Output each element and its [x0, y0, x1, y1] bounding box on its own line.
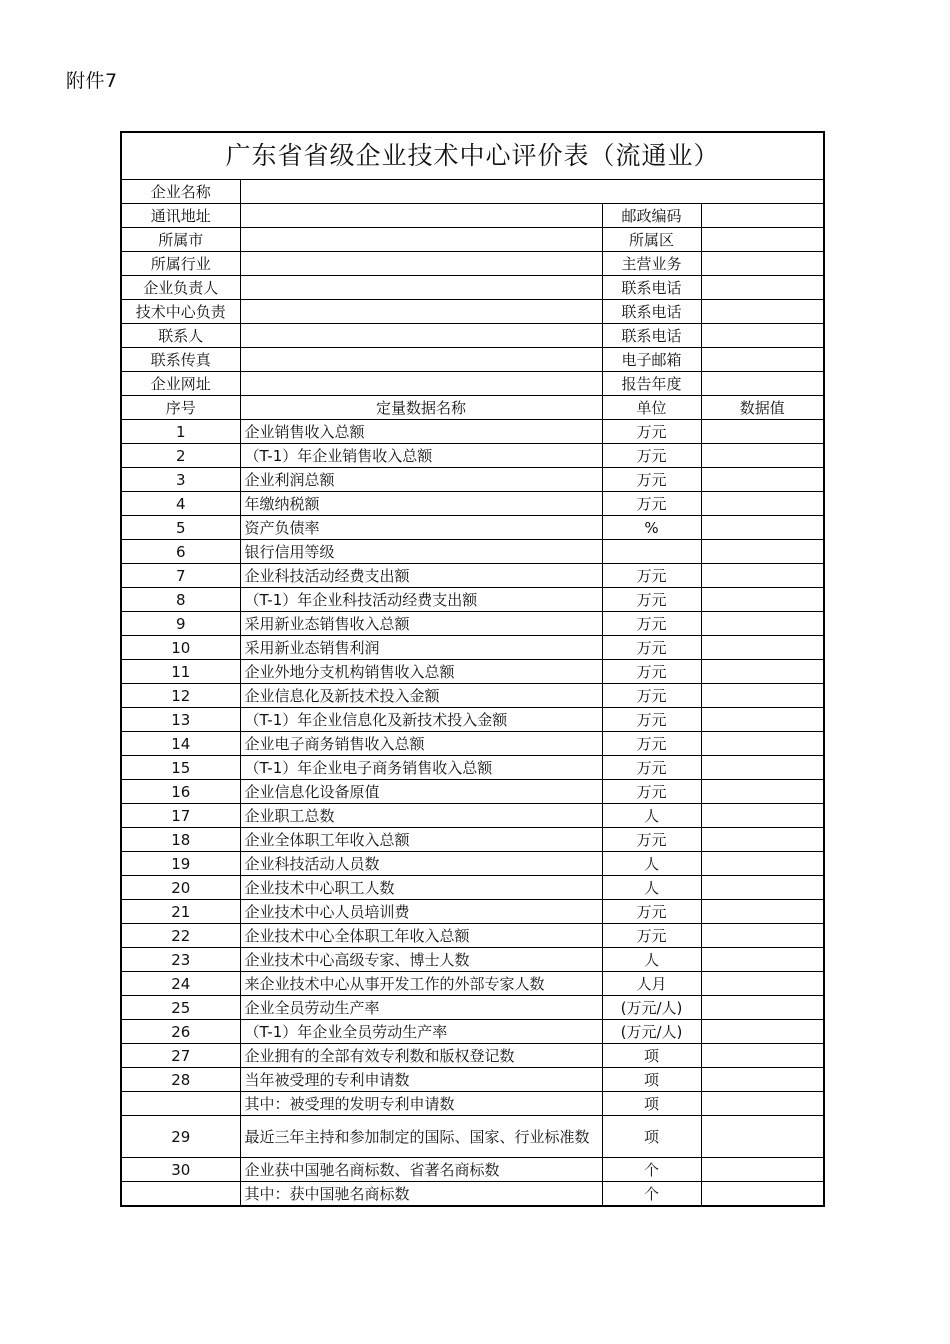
- info-value-field[interactable]: [240, 228, 602, 252]
- row-seq: 8: [121, 588, 240, 612]
- row-name: 企业电子商务销售收入总额: [240, 732, 602, 756]
- info-value-field[interactable]: [701, 372, 824, 396]
- row-value-field[interactable]: [701, 828, 824, 852]
- row-seq: 24: [121, 972, 240, 996]
- info-label: 所属行业: [121, 252, 240, 276]
- table-row: [121, 420, 824, 444]
- row-seq: 28: [121, 1068, 240, 1092]
- row-value-field[interactable]: [701, 1158, 824, 1182]
- row-value-field[interactable]: [701, 804, 824, 828]
- row-value-field[interactable]: [701, 1044, 824, 1068]
- row-name: 其中：被受理的发明专利申请数: [240, 1092, 602, 1116]
- row-unit: 万元: [602, 780, 701, 804]
- table-row: [121, 684, 824, 708]
- row-value-field[interactable]: [701, 1068, 824, 1092]
- row-unit: 万元: [602, 732, 701, 756]
- table-row: [121, 444, 824, 468]
- row-name: 企业信息化及新技术投入金额: [240, 684, 602, 708]
- table-row: [121, 1116, 824, 1158]
- info-label: 联系人: [121, 324, 240, 348]
- row-value-field[interactable]: [701, 1020, 824, 1044]
- row-name: 最近三年主持和参加制定的国际、国家、行业标准数: [240, 1116, 602, 1158]
- row-value-field[interactable]: [701, 1182, 824, 1207]
- row-seq: 26: [121, 1020, 240, 1044]
- row-name: （T-1）年企业科技活动经费支出额: [240, 588, 602, 612]
- row-name: （T-1）年企业销售收入总额: [240, 444, 602, 468]
- evaluation-form-table: [120, 131, 825, 1207]
- row-seq: 15: [121, 756, 240, 780]
- row-seq: 5: [121, 516, 240, 540]
- table-row: [121, 948, 824, 972]
- row-unit: 人: [602, 876, 701, 900]
- row-value-field[interactable]: [701, 876, 824, 900]
- info-value-field[interactable]: [240, 372, 602, 396]
- row-value-field[interactable]: [701, 516, 824, 540]
- info-value-field[interactable]: [701, 300, 824, 324]
- info-value-field[interactable]: [701, 348, 824, 372]
- company-name-field[interactable]: [240, 180, 824, 204]
- row-name: 当年被受理的专利申请数: [240, 1068, 602, 1092]
- row-unit: 万元: [602, 468, 701, 492]
- table-row: [121, 924, 824, 948]
- column-header-value: 数据值: [701, 396, 824, 420]
- info-label: 主营业务: [602, 252, 701, 276]
- info-label: 所属区: [602, 228, 701, 252]
- info-label: 技术中心负责: [121, 300, 240, 324]
- table-row: [121, 1158, 824, 1182]
- row-name: 资产负债率: [240, 516, 602, 540]
- row-unit: %: [602, 516, 701, 540]
- table-row: [121, 1182, 824, 1207]
- row-name: 企业获中国驰名商标数、省著名商标数: [240, 1158, 602, 1182]
- row-seq: 27: [121, 1044, 240, 1068]
- row-value-field[interactable]: [701, 1116, 824, 1158]
- table-row: [121, 996, 824, 1020]
- info-label: 通讯地址: [121, 204, 240, 228]
- row-unit: 人: [602, 804, 701, 828]
- row-unit: 万元: [602, 612, 701, 636]
- row-unit: 万元: [602, 924, 701, 948]
- row-name: 银行信用等级: [240, 540, 602, 564]
- row-value-field[interactable]: [701, 444, 824, 468]
- row-seq: 1: [121, 420, 240, 444]
- row-name: 年缴纳税额: [240, 492, 602, 516]
- row-value-field[interactable]: [701, 708, 824, 732]
- row-value-field[interactable]: [701, 1092, 824, 1116]
- row-seq: 29: [121, 1116, 240, 1158]
- row-seq: 20: [121, 876, 240, 900]
- table-row: [121, 492, 824, 516]
- row-unit: 万元: [602, 564, 701, 588]
- table-row: [121, 708, 824, 732]
- info-label: 联系电话: [602, 300, 701, 324]
- info-value-field[interactable]: [240, 204, 602, 228]
- row-name: 企业全体职工年收入总额: [240, 828, 602, 852]
- row-name: 采用新业态销售利润: [240, 636, 602, 660]
- row-seq: 21: [121, 900, 240, 924]
- table-row: [121, 732, 824, 756]
- info-value-field[interactable]: [240, 324, 602, 348]
- table-row: [121, 612, 824, 636]
- row-unit: 项: [602, 1068, 701, 1092]
- row-value-field[interactable]: [701, 780, 824, 804]
- row-name: 来企业技术中心从事开发工作的外部专家人数: [240, 972, 602, 996]
- row-unit: 万元: [602, 828, 701, 852]
- row-value-field[interactable]: [701, 540, 824, 564]
- info-row: [121, 276, 824, 300]
- table-row: [121, 468, 824, 492]
- row-seq: 17: [121, 804, 240, 828]
- table-row: [121, 780, 824, 804]
- table-row: [121, 852, 824, 876]
- row-unit: 项: [602, 1044, 701, 1068]
- table-row: [121, 588, 824, 612]
- row-value-field[interactable]: [701, 420, 824, 444]
- row-name: 企业科技活动经费支出额: [240, 564, 602, 588]
- row-unit: 个: [602, 1182, 701, 1207]
- info-label: 企业网址: [121, 372, 240, 396]
- row-name: 企业外地分支机构销售收入总额: [240, 660, 602, 684]
- row-seq: 11: [121, 660, 240, 684]
- table-row: [121, 1068, 824, 1092]
- row-unit: 个: [602, 1158, 701, 1182]
- info-value-field[interactable]: [701, 204, 824, 228]
- row-value-field[interactable]: [701, 924, 824, 948]
- info-value-field[interactable]: [240, 348, 602, 372]
- row-unit: 万元: [602, 708, 701, 732]
- info-value-field[interactable]: [240, 276, 602, 300]
- row-value-field[interactable]: [701, 900, 824, 924]
- row-name: 企业利润总额: [240, 468, 602, 492]
- row-unit: (万元/人): [602, 996, 701, 1020]
- row-seq: [121, 1182, 240, 1207]
- row-unit: 人: [602, 852, 701, 876]
- info-label: 企业负责人: [121, 276, 240, 300]
- row-seq: 30: [121, 1158, 240, 1182]
- info-label: 联系传真: [121, 348, 240, 372]
- row-seq: 14: [121, 732, 240, 756]
- row-seq: 23: [121, 948, 240, 972]
- row-value-field[interactable]: [701, 636, 824, 660]
- row-name: 其中：获中国驰名商标数: [240, 1182, 602, 1207]
- table-row: [121, 900, 824, 924]
- row-seq: 3: [121, 468, 240, 492]
- row-seq: 13: [121, 708, 240, 732]
- row-value-field[interactable]: [701, 732, 824, 756]
- info-label: 所属市: [121, 228, 240, 252]
- row-name: （T-1）年企业信息化及新技术投入金额: [240, 708, 602, 732]
- table-row: [121, 636, 824, 660]
- info-value-field[interactable]: [701, 228, 824, 252]
- row-name: （T-1）年企业全员劳动生产率: [240, 1020, 602, 1044]
- attachment-label: 附件7: [66, 70, 118, 92]
- row-unit: [602, 540, 701, 564]
- table-row: [121, 756, 824, 780]
- row-value-field[interactable]: [701, 684, 824, 708]
- row-value-field[interactable]: [701, 852, 824, 876]
- row-name: 企业科技活动人员数: [240, 852, 602, 876]
- table-row: [121, 1020, 824, 1044]
- row-value-field[interactable]: [701, 660, 824, 684]
- table-row: [121, 1044, 824, 1068]
- row-seq: 25: [121, 996, 240, 1020]
- info-row: [121, 300, 824, 324]
- info-row: [121, 252, 824, 276]
- info-row: [121, 372, 824, 396]
- row-unit: (万元/人): [602, 1020, 701, 1044]
- table-row: [121, 876, 824, 900]
- row-value-field[interactable]: [701, 996, 824, 1020]
- row-seq: 6: [121, 540, 240, 564]
- table-row: [121, 1092, 824, 1116]
- row-value-field[interactable]: [701, 756, 824, 780]
- row-unit: 万元: [602, 492, 701, 516]
- info-label: 联系电话: [602, 324, 701, 348]
- row-seq: 19: [121, 852, 240, 876]
- row-value-field[interactable]: [701, 948, 824, 972]
- row-unit: 人: [602, 948, 701, 972]
- row-name: 企业拥有的全部有效专利数和版权登记数: [240, 1044, 602, 1068]
- row-value-field[interactable]: [701, 612, 824, 636]
- column-header-name: 定量数据名称: [240, 396, 602, 420]
- row-unit: 万元: [602, 900, 701, 924]
- row-seq: [121, 1092, 240, 1116]
- info-value-field[interactable]: [701, 324, 824, 348]
- info-label: 报告年度: [602, 372, 701, 396]
- row-seq: 10: [121, 636, 240, 660]
- row-name: 企业技术中心人员培训费: [240, 900, 602, 924]
- row-name: 企业销售收入总额: [240, 420, 602, 444]
- column-header-seq: 序号: [121, 396, 240, 420]
- row-unit: 万元: [602, 588, 701, 612]
- row-unit: 万元: [602, 756, 701, 780]
- row-value-field[interactable]: [701, 564, 824, 588]
- row-name: 企业技术中心全体职工年收入总额: [240, 924, 602, 948]
- row-name: 企业技术中心高级专家、博士人数: [240, 948, 602, 972]
- column-header-row: [121, 396, 824, 420]
- row-seq: 9: [121, 612, 240, 636]
- row-seq: 12: [121, 684, 240, 708]
- row-seq: 16: [121, 780, 240, 804]
- row-value-field[interactable]: [701, 588, 824, 612]
- info-label: 邮政编码: [602, 204, 701, 228]
- row-name: 企业技术中心职工人数: [240, 876, 602, 900]
- row-seq: 2: [121, 444, 240, 468]
- table-row: [121, 828, 824, 852]
- info-value-field[interactable]: [240, 300, 602, 324]
- info-row: [121, 348, 824, 372]
- table-row: [121, 972, 824, 996]
- info-label: 电子邮箱: [602, 348, 701, 372]
- row-unit: 人月: [602, 972, 701, 996]
- row-value-field[interactable]: [701, 972, 824, 996]
- row-unit: 万元: [602, 684, 701, 708]
- row-seq: 7: [121, 564, 240, 588]
- row-unit: 项: [602, 1092, 701, 1116]
- info-row: [121, 228, 824, 252]
- row-value-field[interactable]: [701, 492, 824, 516]
- info-row: [121, 204, 824, 228]
- table-row: [121, 804, 824, 828]
- table-row: [121, 540, 824, 564]
- info-value-field[interactable]: [701, 276, 824, 300]
- row-seq: 18: [121, 828, 240, 852]
- column-header-unit: 单位: [602, 396, 701, 420]
- row-unit: 万元: [602, 636, 701, 660]
- row-name: 企业职工总数: [240, 804, 602, 828]
- company-name-label: 企业名称: [121, 180, 240, 204]
- row-unit: 万元: [602, 660, 701, 684]
- info-value-field[interactable]: [240, 252, 602, 276]
- row-unit: 万元: [602, 420, 701, 444]
- table-row: [121, 564, 824, 588]
- row-name: 企业信息化设备原值: [240, 780, 602, 804]
- table-row: [121, 660, 824, 684]
- row-name: 企业全员劳动生产率: [240, 996, 602, 1020]
- row-unit: 万元: [602, 444, 701, 468]
- info-row: [121, 324, 824, 348]
- row-value-field[interactable]: [701, 468, 824, 492]
- row-unit: 项: [602, 1116, 701, 1158]
- info-label: 联系电话: [602, 276, 701, 300]
- table-row: [121, 516, 824, 540]
- row-name: （T-1）年企业电子商务销售收入总额: [240, 756, 602, 780]
- row-name: 采用新业态销售收入总额: [240, 612, 602, 636]
- row-seq: 22: [121, 924, 240, 948]
- info-value-field[interactable]: [701, 252, 824, 276]
- form-title: 广东省省级企业技术中心评价表（流通业）: [121, 132, 824, 180]
- row-seq: 4: [121, 492, 240, 516]
